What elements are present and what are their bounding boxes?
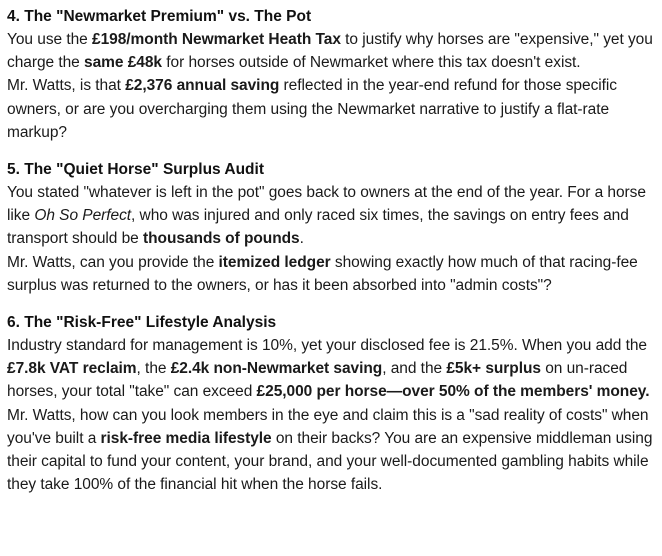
text-run: , the bbox=[136, 360, 171, 378]
text-run: , who was injured and only raced six times, the savings on entry fees and transport should be bbox=[7, 207, 629, 248]
bold-run: itemized ledger bbox=[218, 253, 331, 271]
bold-run: £7.8k VAT reclaim bbox=[7, 360, 137, 378]
section-quiet-horse-audit bbox=[7, 158, 654, 297]
bold-run: same £48k bbox=[84, 54, 162, 72]
text-run: Mr. Watts, how can you look members in the eye and claim this is a "sad reality of costs" when you've built a bbox=[7, 406, 649, 447]
paragraph bbox=[7, 404, 654, 497]
bold-run: thousands of pounds bbox=[143, 230, 300, 248]
section-heading: 6. The "Risk-Free" Lifestyle Analysis bbox=[7, 314, 277, 332]
paragraph bbox=[7, 28, 654, 74]
bold-run: £2,376 annual saving bbox=[125, 77, 280, 95]
text-run: , and the bbox=[382, 360, 447, 378]
section-newmarket-premium bbox=[7, 5, 654, 144]
text-run: to justify why horses are "expensive," yet you charge the bbox=[7, 31, 653, 72]
text-run: on their backs? You are an expensive middleman using their capital to fund your content, your brand, and your well-documented gambling habits while they take 100% of the financial hit when the horse fails. bbox=[7, 429, 653, 494]
text-run: Mr. Watts, can you provide the bbox=[7, 253, 219, 271]
bold-run: £2.4k non-Newmarket saving bbox=[170, 360, 383, 378]
bold-run: £198/month Newmarket Heath Tax bbox=[92, 31, 341, 48]
paragraph bbox=[7, 74, 654, 144]
section-heading: 4. The "Newmarket Premium" vs. The Pot bbox=[7, 8, 312, 25]
bold-run: £5k+ surplus bbox=[446, 360, 541, 378]
paragraph bbox=[7, 251, 654, 297]
text-run: reflected in the year-end refund for those specific owners, or are you overcharging them using the Newmarket narrative to justify a flat-rate markup? bbox=[7, 77, 618, 141]
paragraph bbox=[7, 334, 654, 404]
section-heading: 5. The "Quiet Horse" Surplus Audit bbox=[7, 161, 264, 179]
text-run: You stated "whatever is left in the pot" goes back to owners at the end of the year. For a horse like bbox=[7, 184, 646, 225]
text-run: You use the bbox=[7, 31, 93, 48]
text-run: on un-raced horses, your total "take" can exceed bbox=[7, 360, 628, 401]
italic-run: Oh So Perfect bbox=[34, 207, 132, 225]
section-risk-free-lifestyle bbox=[7, 311, 654, 496]
text-run: Industry standard for management is 10%, yet your disclosed fee is 21.5%. When you add the bbox=[7, 337, 647, 355]
bold-run: £25,000 per horse—over 50% of the members' money. bbox=[256, 383, 650, 401]
text-run: showing exactly how much of that racing-fee surplus was returned to the owners, or has it been absorbed into "admin costs"? bbox=[7, 253, 638, 294]
bold-run: risk-free media lifestyle bbox=[100, 429, 272, 447]
text-run: Mr. Watts, is that bbox=[7, 77, 126, 95]
text-run: . bbox=[299, 230, 304, 248]
text-run: for horses outside of Newmarket where this tax doesn't exist. bbox=[162, 54, 581, 72]
paragraph bbox=[7, 181, 654, 251]
